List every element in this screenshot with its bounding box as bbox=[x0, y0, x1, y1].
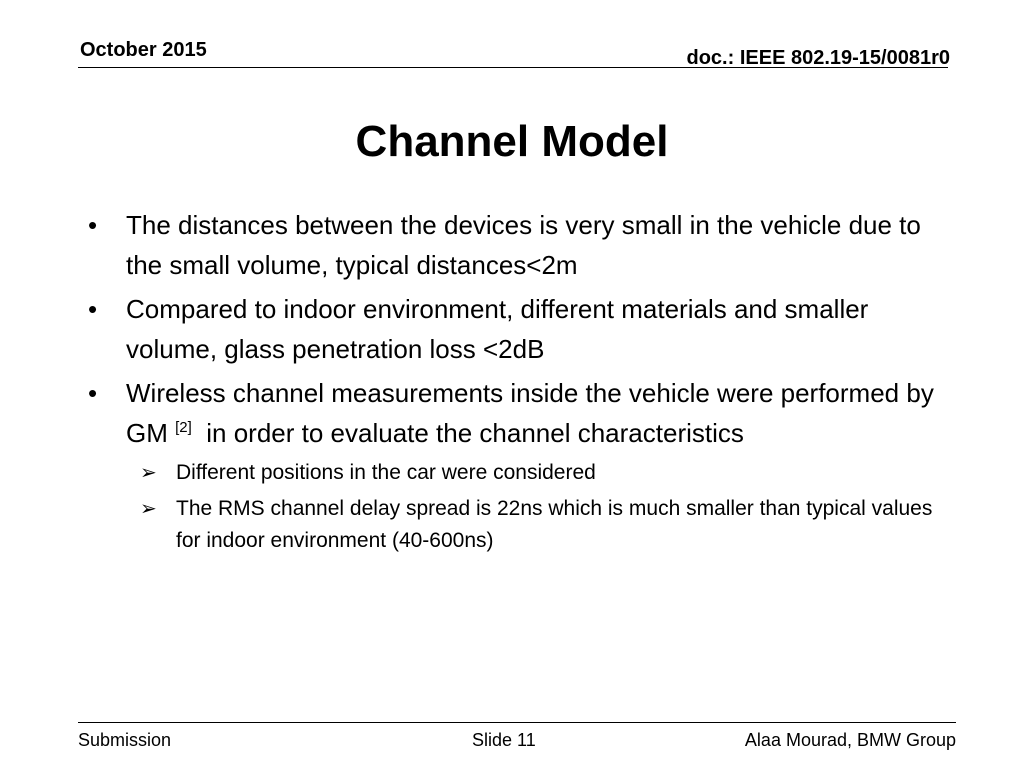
sub-bullet-text: The RMS channel delay spread is 22ns which is much smaller than typical values for indoor environment (40-600ns) bbox=[176, 497, 933, 552]
sub-bullet-text: Different positions in the car were considered bbox=[176, 461, 596, 484]
bullet-text: The distances between the devices is very small in the vehicle due to the small volume, typical distances<2m bbox=[126, 210, 921, 280]
footer-slide-number: Slide 11 bbox=[472, 730, 536, 750]
header-doc-id: doc.: IEEE 802.19-15/0081r0 bbox=[686, 47, 950, 69]
bullet-text: Compared to indoor environment, different materials and smaller volume, glass penetration loss <2dB bbox=[126, 294, 869, 364]
arrow-bullet-icon: ➢ bbox=[140, 462, 157, 484]
footer-author: Alaa Mourad, BMW Group bbox=[744, 730, 956, 750]
bullet-text: Wireless channel measurements inside the vehicle were performed by GM bbox=[126, 378, 934, 448]
bullet-dot-icon: • bbox=[88, 210, 98, 240]
bullet-item bbox=[86, 373, 946, 453]
bullet-item bbox=[86, 205, 946, 285]
slide-title: Channel Model bbox=[355, 117, 669, 166]
sub-bullet-item bbox=[86, 493, 946, 557]
bullet-item bbox=[86, 289, 946, 369]
bullet-dot-icon: • bbox=[88, 378, 98, 408]
header-date: October 2015 bbox=[80, 39, 207, 61]
reference-marker: [2] bbox=[175, 419, 192, 436]
bullet-text-continued: in order to evaluate the channel characteristics bbox=[191, 418, 744, 448]
footer-divider bbox=[78, 722, 956, 723]
bullet-dot-icon: • bbox=[88, 294, 98, 324]
header-divider bbox=[78, 67, 948, 68]
slide-body bbox=[86, 205, 946, 559]
footer-submission: Submission bbox=[78, 730, 172, 750]
sub-bullet-item bbox=[86, 457, 946, 489]
arrow-bullet-icon: ➢ bbox=[140, 498, 157, 520]
